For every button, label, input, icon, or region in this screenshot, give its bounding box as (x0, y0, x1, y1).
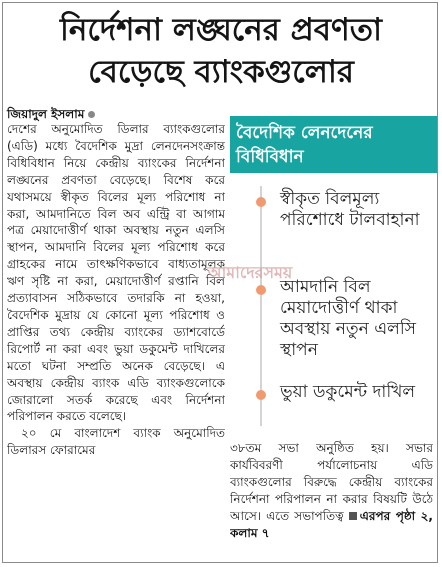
body-column-right (230, 440, 433, 555)
body-column-left (7, 121, 225, 561)
byline-dot-icon (88, 111, 95, 118)
headline-line-1: নির্দেশনা লঙ্ঘনের প্রবণতা (60, 12, 382, 48)
sidebar-item-text: আমদানি বিল মেয়াদোত্তীর্ণ থাকা অবস্থায় নতুন এলসি স্থাপন (280, 277, 416, 360)
body-paragraph: দেশের অনুমোদিত ডিলার ব্যাংকগুলোর (এডি) মধ্যে বৈদেশিক মুদ্রা লেনদেনসংক্রান্ত বিধিবিধান নিয়ে কেন্দ্রীয় ব্যাংকের নির্দেশনা লঙ্ঘনের প্রবণতা বেড়েছে। বিশেষ করে যথাসময়ে স্বীকৃত বিলের মূল্য পরিশোধ না করা, আমদানিতে বিল অব এন্ট্রি বা আগাম পত্র মেয়াদোত্তীর্ণ থাকা অবস্থায় নতুন এলসি স্থাপন, আমদানি বিলের মূল্য পরিশোধ করে গ্রাহকের নামে তাৎক্ষণিকভাবে বাধ্যতামূলক ঋণ সৃষ্টি না করা, মেয়াদোত্তীর্ণ রপ্তানি বিল প্রত্যাবাসন সঠিকভাবে তদারকি না হওয়া, বৈদেশিক মুদ্রায় যে কোনো মূল্য পরিশোধ ও প্রাপ্তির তথ্য কেন্দ্রীয় ব্যাংকের ড্যাশবোর্ডে রিপোর্ট না করা এবং ভুয়া ডকুমেন্ট দাখিলের মতো ঘটনা সম্প্রতি অনেক বেড়েছে। এ অবস্থায় কেন্দ্রীয় ব্যাংক এডি ব্যাংকগুলোকে জোরালো সতর্ক করেছে এবং নির্দেশনা পরিপালন করতে বলেছে। (7, 122, 225, 424)
bullet-dot-icon (256, 390, 266, 400)
watermark-logo: আমাদেরসময় (207, 263, 293, 282)
sidebar-item-text: স্বীকৃত বিলমূল্য পরিশোধে টালবাহানা (280, 189, 420, 230)
bullet-dot-icon (256, 197, 266, 207)
continuation-text: এরপর পৃষ্ঠা ২, কলাম ৭ (230, 508, 433, 540)
square-bullet-icon (349, 512, 357, 520)
sidebar-title: বৈদেশিক লেনদেনের বিধিবিধান (230, 116, 437, 173)
author-name: জিয়াদুল ইসলাম (7, 107, 85, 121)
headline-line-2: বেড়েছে ব্যাংকগুলোর (88, 54, 354, 90)
body-paragraph: ২০ মে বাংলাদেশ ব্যাংক অনুমোদিত ডিলারস ফোরামের (7, 426, 225, 458)
sidebar-item-text: ভুয়া ডকুমেন্ট দাখিল (280, 382, 416, 402)
body-paragraph: ৩৮তম সভা অনুষ্ঠিত হয়। সভার কার্যবিবরণী পর্যালোচনায় এডি ব্যাংকগুলোর বিরুদ্ধে কেন্দ্রীয় ব্যাংকের নির্দেশনা পরিপালন না করার বিষয়টি উঠে আসে। এতে সভাপতিত্ব (230, 441, 433, 523)
